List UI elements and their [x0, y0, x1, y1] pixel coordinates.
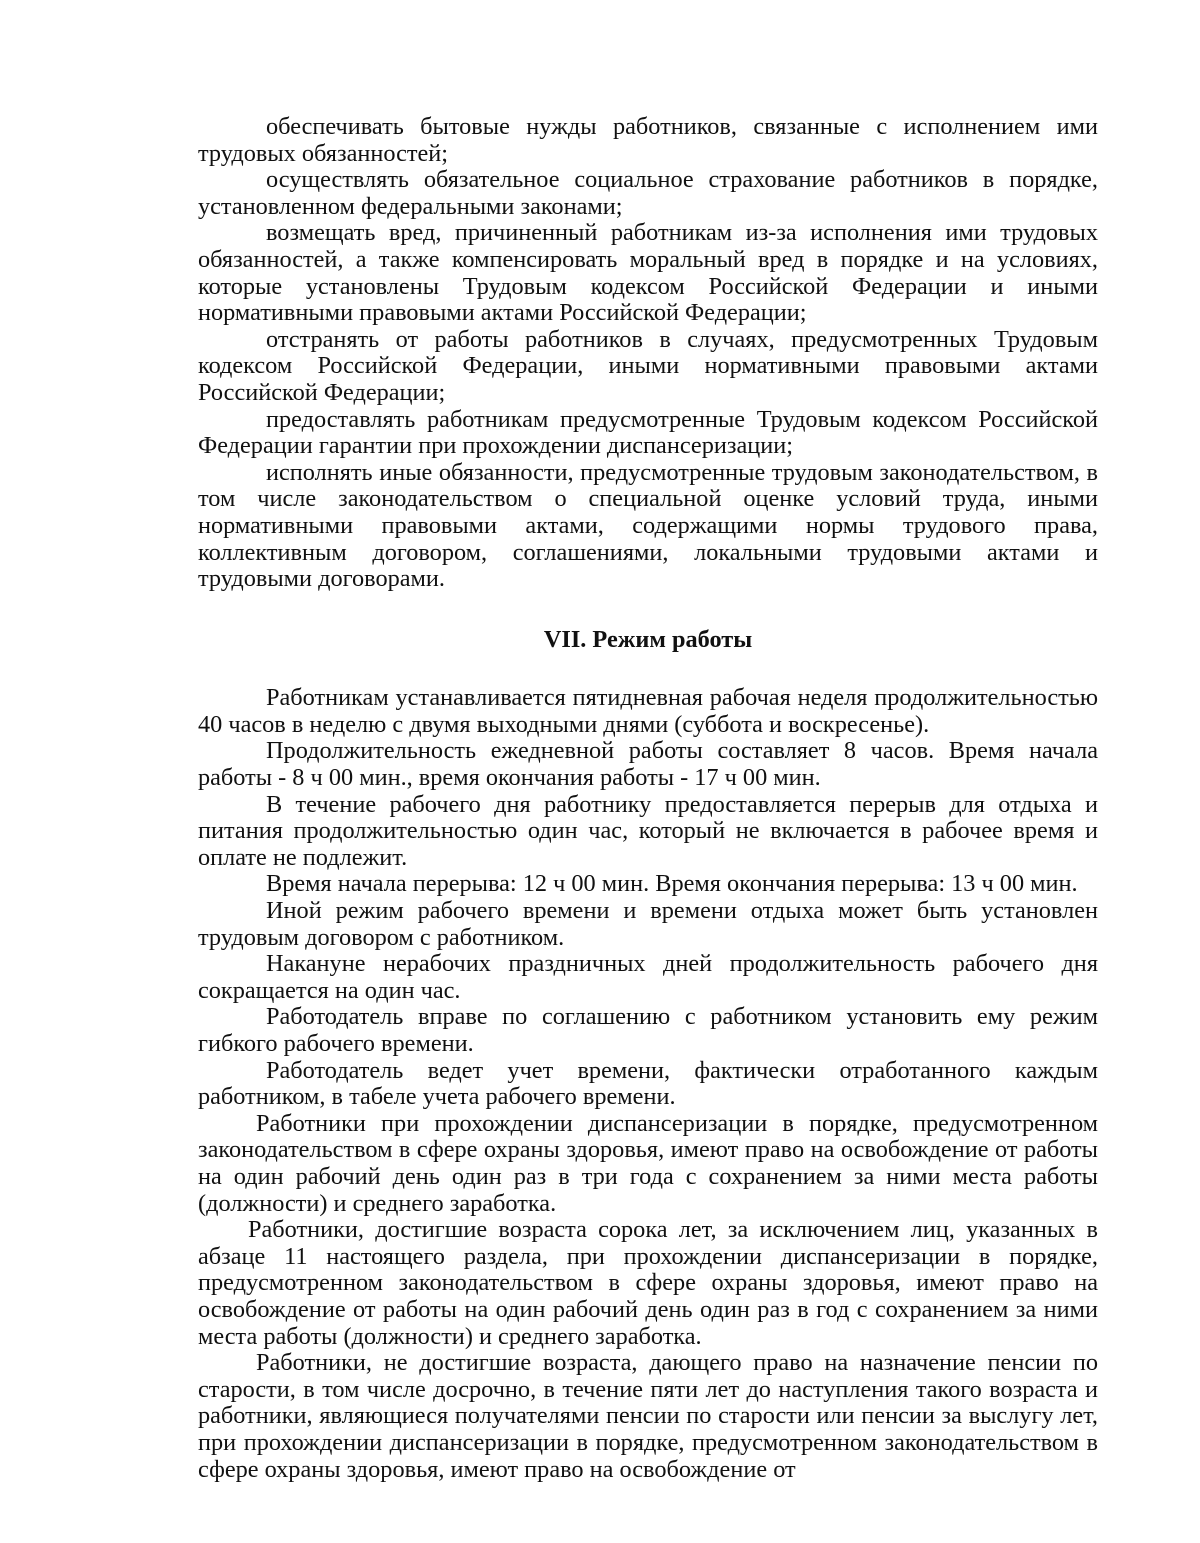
- obligation-paragraph: осуществлять обязательное социальное страхование работников в порядке, установленном федеральными законами;: [198, 166, 1098, 220]
- obligation-paragraph: предоставлять работникам предусмотренные Трудовым кодексом Российской Федерации гарантии при прохождении диспансеризации;: [198, 405, 1098, 460]
- work-regime-paragraph: Накануне нерабочих праздничных дней продолжительность рабочего дня сокращается на один час.: [198, 950, 1098, 1004]
- work-regime-paragraph: Время начала перерыва: 12 ч 00 мин. Время окончания перерыва: 13 ч 00 мин.: [266, 870, 1078, 898]
- document-page: [198, 114, 1098, 1483]
- work-regime-paragraph: В течение рабочего дня работнику предоставляется перерыв для отдыха и питания продолжительностью один час, который не включается в рабочее время и оплате не подлежит.: [198, 790, 1098, 871]
- section-heading: VII. Режим работы: [543, 625, 753, 653]
- work-regime-paragraph: Работодатель вправе по соглашению с работником установить ему режим гибкого рабочего времени.: [198, 1003, 1098, 1057]
- work-regime-paragraph: Работники, не достигшие возраста, дающего право на назначение пенсии по старости, в том числе досрочно, в течение пяти лет до наступления такого возраста и работники, являющиеся получателями пенсии по старости или пенсии за выслугу лет, при прохождении диспансеризации в порядке, предусмотренном законодательством в сфере охраны здоровья, имеют право на освобождение от: [198, 1349, 1098, 1483]
- work-regime-paragraph: Работодатель ведет учет времени, фактически отработанного каждым работником, в табеле учета рабочего времени.: [198, 1056, 1098, 1111]
- obligation-paragraph: возмещать вред, причиненный работникам из-за исполнения ими трудовых обязанностей, а также компенсировать моральный вред в порядке и на условиях, которые установлены Трудовым кодексом Российской Федерации и иными нормативными правовыми актами Российской Федерации;: [198, 219, 1098, 327]
- work-regime-paragraph: Работникам устанавливается пятидневная рабочая неделя продолжительностью 40 часов в неделю с двумя выходными днями (суббота и воскресенье).: [198, 684, 1098, 738]
- work-regime-paragraph: Работники, достигшие возраста сорока лет, за исключением лиц, указанных в абзаце 11 настоящего раздела, при прохождении диспансеризации в порядке, предусмотренном законодательством в сфере охраны здоровья, имеют право на освобождение от работы на один рабочий день один раз в год с сохранением за ними места работы (должности) и среднего заработка.: [198, 1216, 1098, 1350]
- obligation-paragraph: отстранять от работы работников в случаях, предусмотренных Трудовым кодексом Российской Федерации, иными нормативными правовыми актами Российской Федерации;: [198, 325, 1098, 406]
- work-regime-paragraph: Продолжительность ежедневной работы составляет 8 часов. Время начала работы - 8 ч 00 мин., время окончания работы - 17 ч 00 мин.: [198, 737, 1098, 792]
- work-regime-paragraph: Работники при прохождении диспансеризации в порядке, предусмотренном законодательством в сфере охраны здоровья, имеют право на освобождение от работы на один рабочий день один раз в три года с сохранением за ними места работы (должности) и среднего заработка.: [198, 1109, 1098, 1217]
- work-regime-paragraph: Иной режим рабочего времени и времени отдыха может быть установлен трудовым договором с работником.: [198, 897, 1098, 951]
- obligation-paragraph: обеспечивать бытовые нужды работников, связанные с исполнением ими трудовых обязанностей;: [198, 113, 1098, 167]
- obligation-paragraph: исполнять иные обязанности, предусмотренные трудовым законодательством, в том числе законодательством о специальной оценке условий труда, иными нормативными правовыми актами, содержащими нормы трудового права, коллективным договором, соглашениями, локальными трудовыми актами и трудовыми договорами.: [198, 458, 1098, 593]
